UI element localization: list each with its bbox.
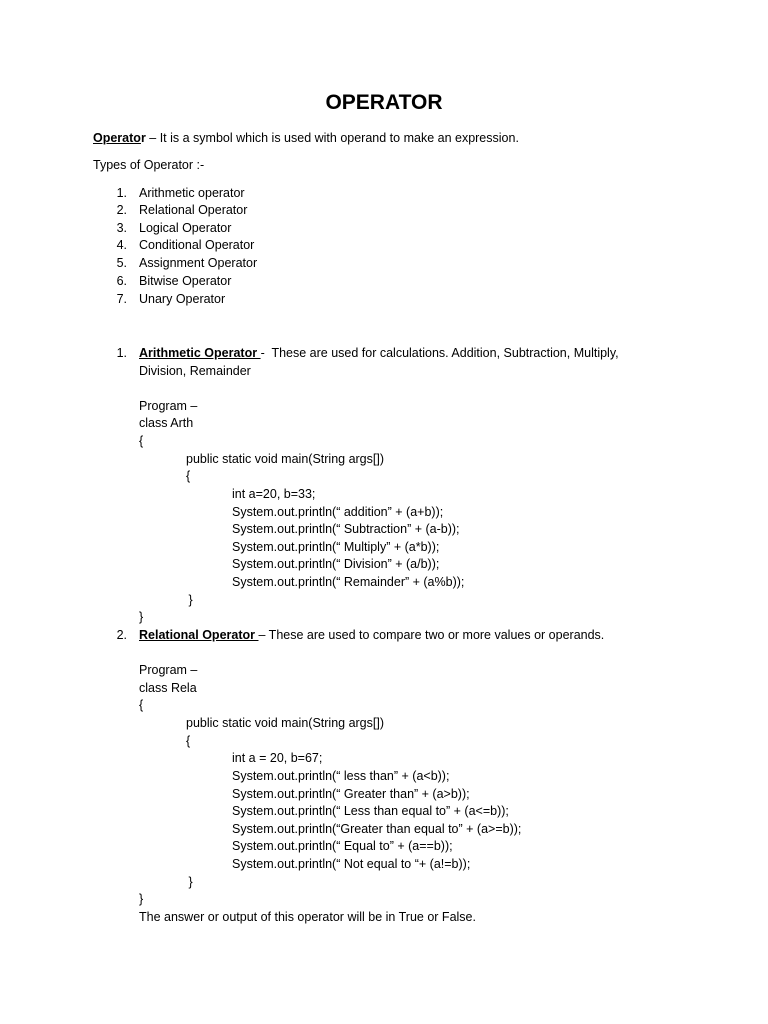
- code-line: System.out.println(“ Division” + (a/b));: [232, 557, 440, 571]
- section-heading: Relational Operator: [139, 628, 259, 642]
- section-description: - These are used for calculations. Addition, Subtraction, Multiply,: [260, 346, 619, 360]
- list-item: Unary Operator: [139, 292, 226, 306]
- list-item: Arithmetic operator: [139, 186, 245, 200]
- code-line: }: [139, 892, 144, 906]
- list-item: Conditional Operator: [139, 238, 255, 252]
- definition-term-rest: r: [140, 131, 146, 145]
- code-line: }: [185, 593, 193, 607]
- types-heading: Types of Operator :-: [93, 158, 205, 172]
- code-line: int a=20, b=33;: [232, 487, 316, 501]
- code-line: System.out.println(“ Not equal to “+ (a!=b));: [232, 857, 471, 871]
- code-line: {: [186, 469, 191, 483]
- code-line: System.out.println(“Greater than equal to” + (a>=b));: [232, 822, 522, 836]
- code-line: System.out.println(“ Remainder” + (a%b));: [232, 575, 465, 589]
- section-description-cont: Division, Remainder: [139, 364, 251, 378]
- code-line: {: [139, 434, 144, 448]
- code-line: class Arth: [139, 416, 194, 430]
- definition-text: – It is a symbol which is used with operand to make an expression.: [145, 131, 519, 145]
- code-line: System.out.println(“ Subtraction” + (a-b));: [232, 522, 460, 536]
- list-item: Assignment Operator: [139, 256, 258, 270]
- code-line: System.out.println(“ less than” + (a<b));: [232, 769, 450, 783]
- code-line: int a = 20, b=67;: [232, 751, 323, 765]
- code-line: public static void main(String args[]): [186, 452, 384, 466]
- code-line: {: [186, 734, 191, 748]
- list-number: 3.: [116, 221, 127, 235]
- code-line: System.out.println(“ addition” + (a+b));: [232, 505, 444, 519]
- list-item: Bitwise Operator: [139, 274, 232, 288]
- section-number: 1.: [116, 346, 127, 360]
- code-line: System.out.println(“ Multiply” + (a*b));: [232, 540, 440, 554]
- list-number: 5.: [116, 256, 127, 270]
- list-number: 6.: [116, 274, 127, 288]
- code-line: System.out.println(“ Equal to” + (a==b));: [232, 839, 453, 853]
- list-item: Relational Operator: [139, 203, 248, 217]
- code-line: System.out.println(“ Greater than” + (a>b));: [232, 787, 470, 801]
- code-line: {: [139, 698, 144, 712]
- section-heading-line: [139, 345, 619, 361]
- list-number: 4.: [116, 238, 127, 252]
- definition-term: Operato: [93, 131, 141, 145]
- list-number: 7.: [116, 292, 127, 306]
- program-label: Program –: [139, 663, 198, 677]
- list-number: 1.: [116, 186, 127, 200]
- section-heading-line: [139, 627, 604, 643]
- section-footer: The answer or output of this operator will be in True or False.: [139, 910, 476, 924]
- program-label: Program –: [139, 399, 198, 413]
- code-line: class Rela: [139, 681, 197, 695]
- list-item: Logical Operator: [139, 221, 232, 235]
- list-number: 2.: [116, 203, 127, 217]
- code-line: System.out.println(“ Less than equal to” + (a<=b));: [232, 804, 509, 818]
- code-line: public static void main(String args[]): [186, 716, 384, 730]
- code-line: }: [139, 610, 144, 624]
- page-title: OPERATOR: [325, 91, 443, 114]
- section-description: – These are used to compare two or more values or operands.: [258, 628, 605, 642]
- section-heading: Arithmetic Operator: [139, 346, 261, 360]
- definition-line: [93, 130, 519, 146]
- section-number: 2.: [116, 628, 127, 642]
- code-line: }: [185, 875, 193, 889]
